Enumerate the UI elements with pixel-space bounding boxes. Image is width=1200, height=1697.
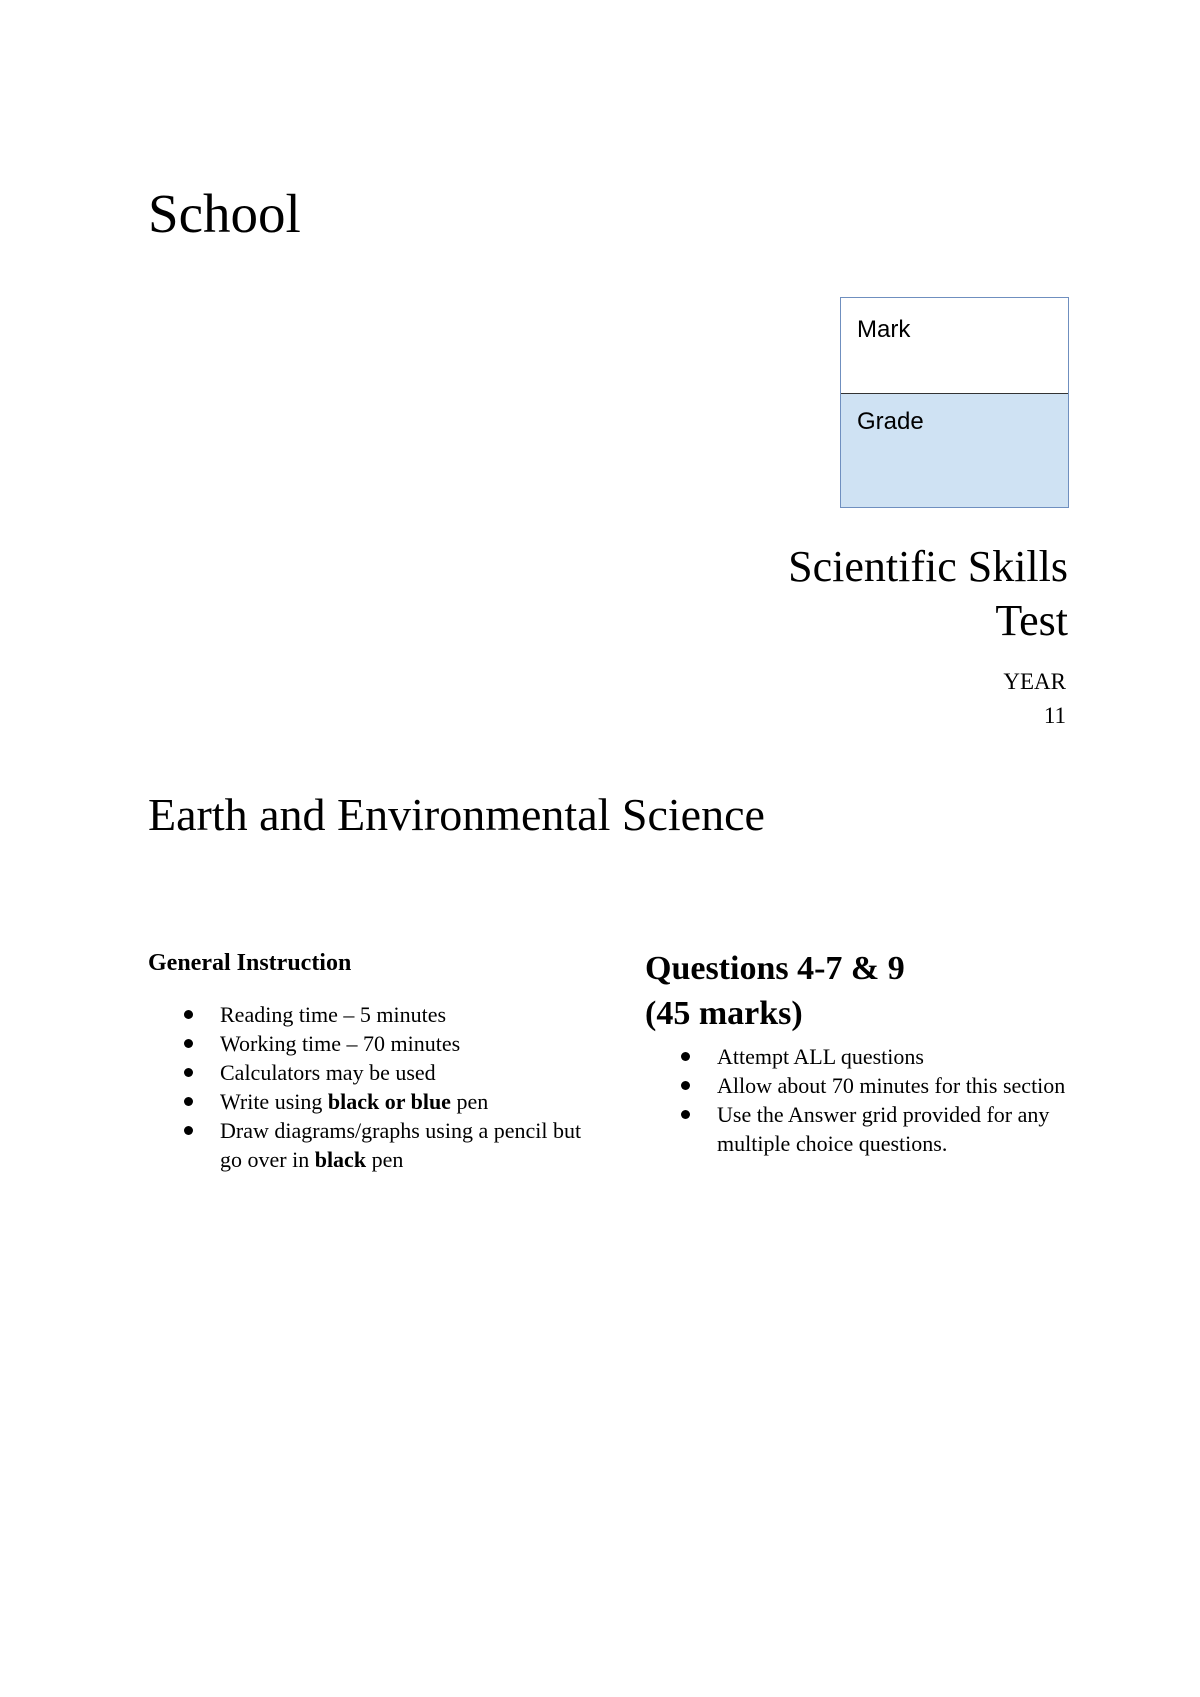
general-instruction-section <box>148 948 588 1174</box>
bullet-icon <box>184 1039 193 1048</box>
test-title <box>688 540 1068 648</box>
bullet-icon <box>184 1010 193 1019</box>
ink-colour-emphasis: black <box>314 1147 367 1172</box>
subject-title: Earth and Environmental Science <box>148 789 765 840</box>
list-item: Attempt ALL questions <box>645 1042 1085 1071</box>
general-instruction-heading: General Instruction <box>148 950 352 976</box>
list-item: Allow about 70 minutes for this section <box>645 1071 1085 1100</box>
grade-cell <box>841 394 1068 507</box>
year-value: 11 <box>1043 703 1066 728</box>
list-item: Draw diagrams/graphs using a pencil but go over in black pen <box>148 1116 588 1174</box>
questions-heading <box>645 946 1085 1036</box>
mark-label: Mark <box>857 316 911 343</box>
school-name: School <box>148 183 301 244</box>
bullet-icon <box>184 1126 193 1135</box>
questions-list <box>645 1042 1085 1158</box>
list-item: Reading time – 5 minutes <box>148 1000 588 1029</box>
questions-section <box>645 946 1085 1158</box>
list-item: Calculators may be used <box>148 1058 588 1087</box>
bullet-icon <box>681 1052 690 1061</box>
year-block <box>1003 665 1066 733</box>
bullet-icon <box>681 1110 690 1119</box>
mark-cell <box>841 298 1068 394</box>
list-item: Write using black or blue pen <box>148 1087 588 1116</box>
bullet-icon <box>681 1081 690 1090</box>
general-instruction-list <box>148 1000 588 1174</box>
test-title-line1: Scientific Skills <box>788 542 1068 591</box>
list-item: Working time – 70 minutes <box>148 1029 588 1058</box>
list-item: Use the Answer grid provided for any multiple choice questions. <box>645 1100 1085 1158</box>
bullet-icon <box>184 1068 193 1077</box>
questions-heading-line1: Questions 4-7 & 9 <box>645 950 905 987</box>
year-label: YEAR <box>1003 669 1066 694</box>
pen-colour-emphasis: black or blue <box>327 1089 451 1114</box>
test-title-line2: Test <box>995 596 1068 645</box>
mark-grade-box <box>840 297 1069 508</box>
grade-label: Grade <box>857 408 924 435</box>
bullet-icon <box>184 1097 193 1106</box>
questions-heading-line2: (45 marks) <box>645 995 803 1032</box>
